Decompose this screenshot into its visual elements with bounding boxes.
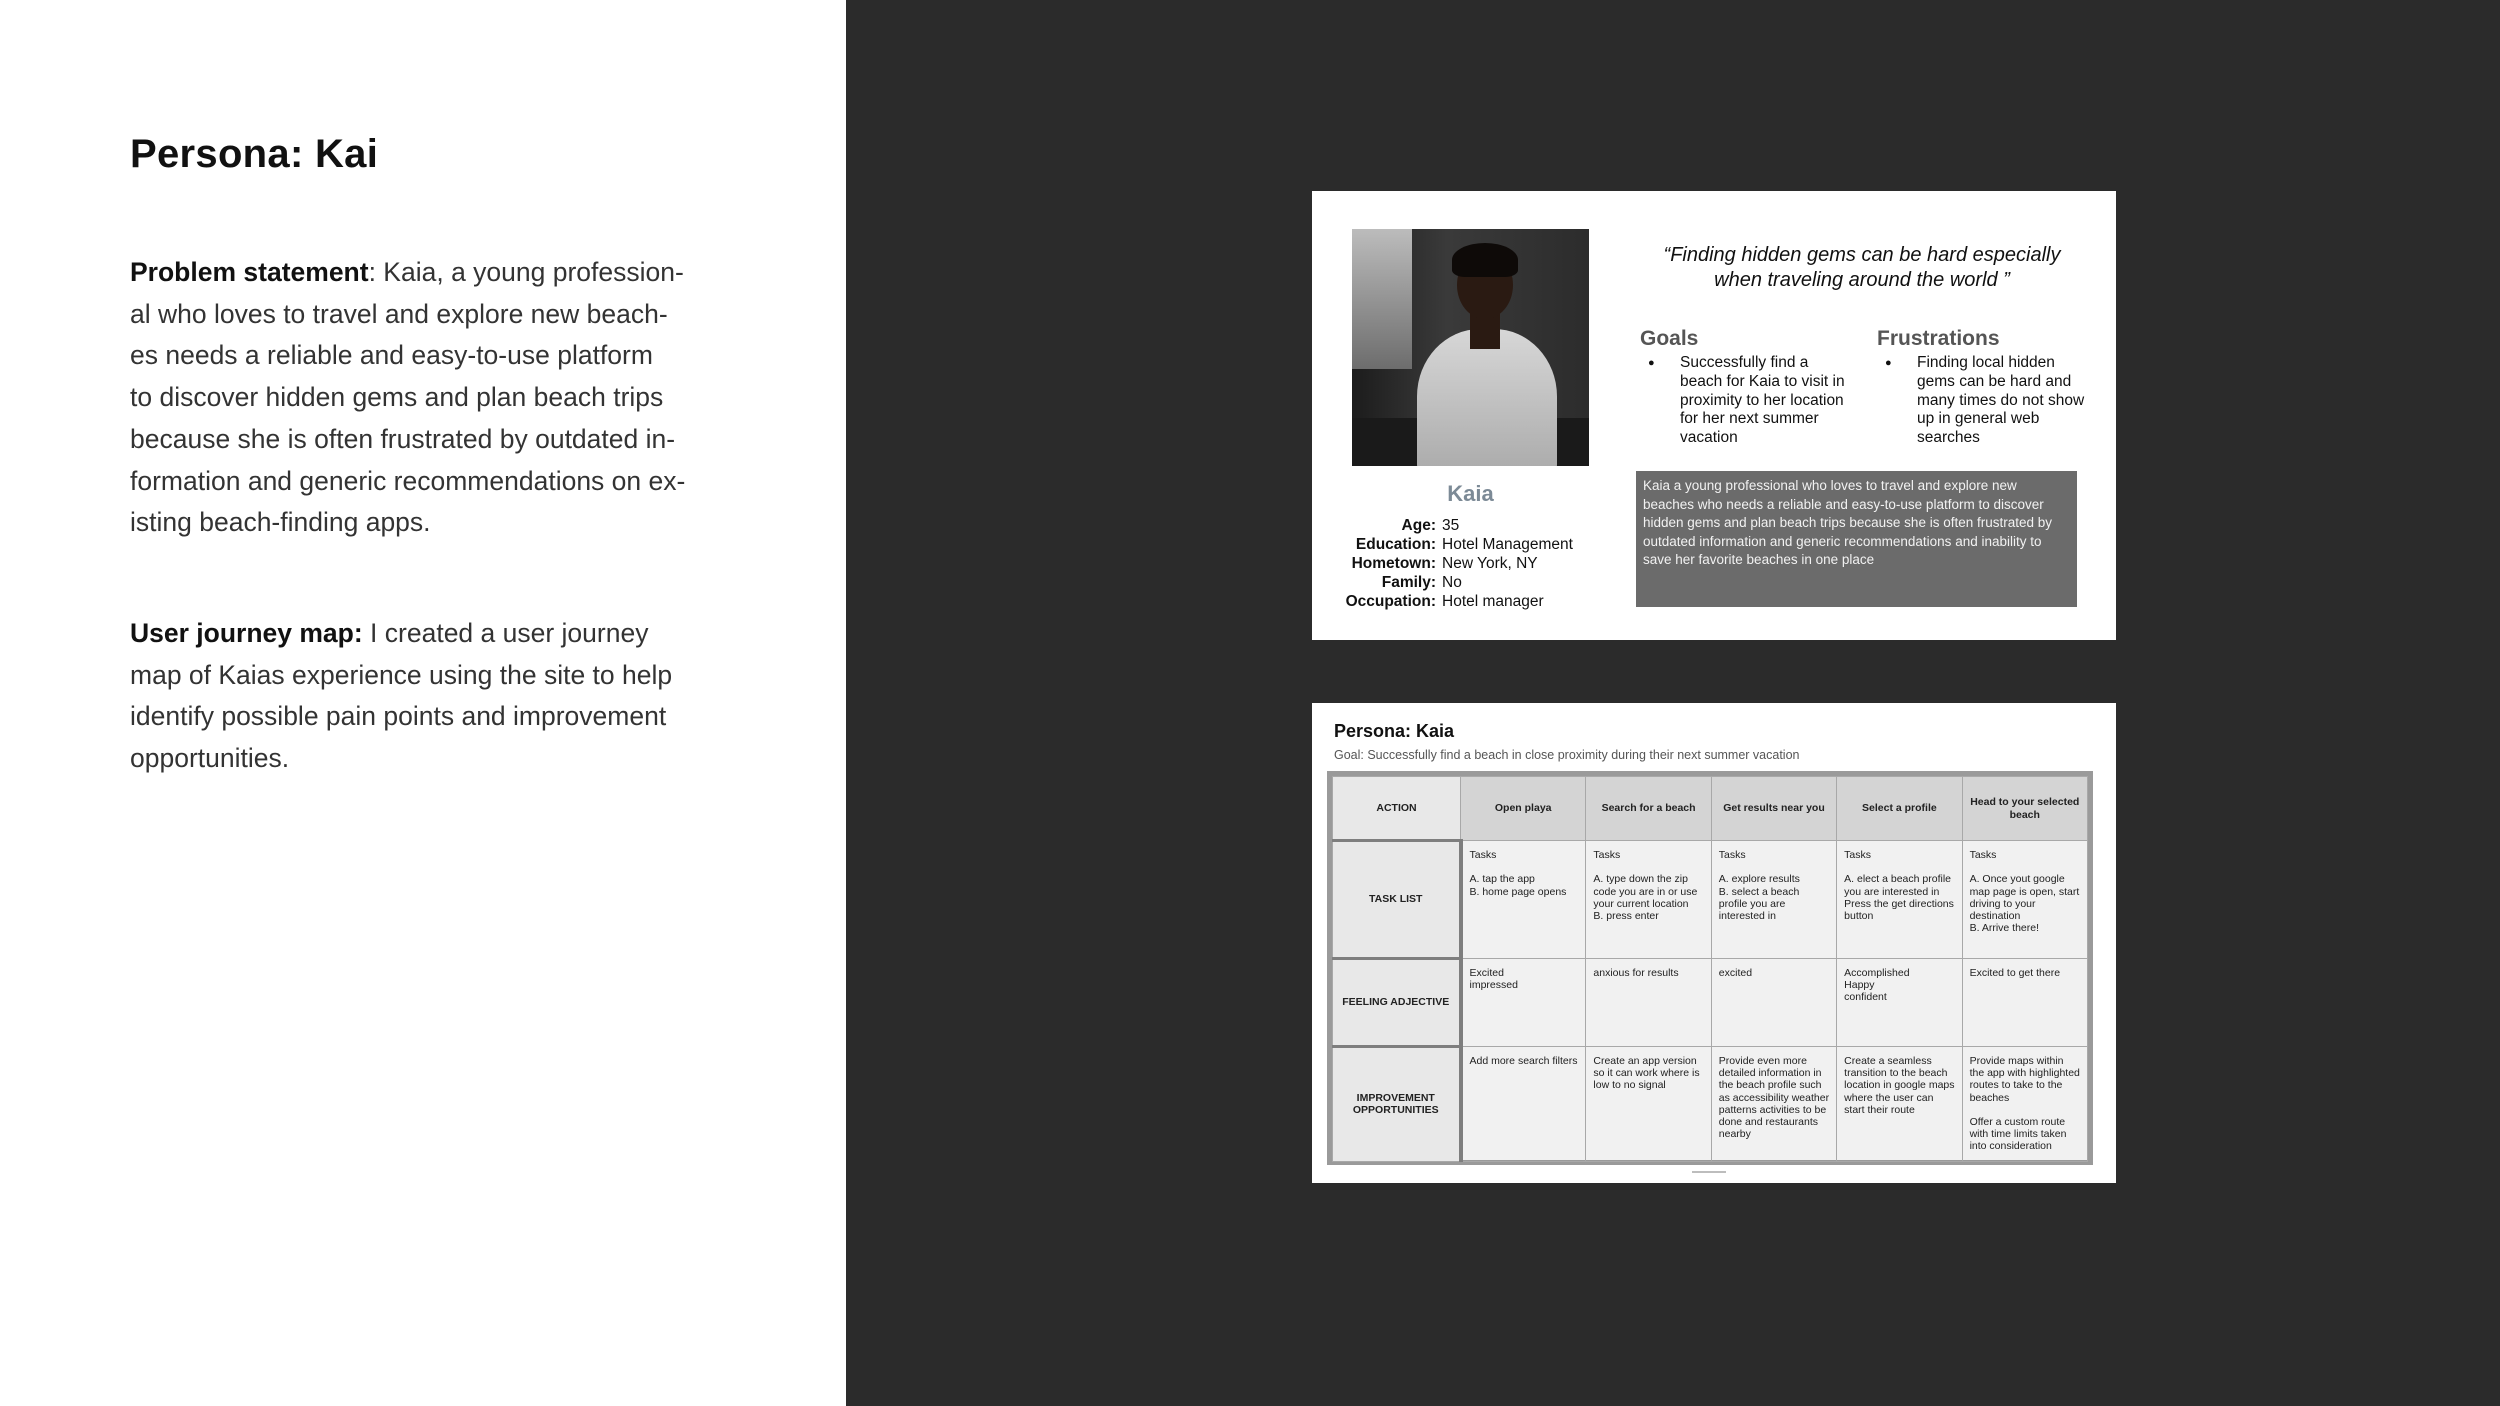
info-value: New York, NY	[1442, 555, 1538, 572]
journey-line-2: map of Kaias experience using the site to help	[130, 659, 673, 690]
table-cell: Excited impressed	[1461, 959, 1586, 1047]
problem-line-3: es needs a reliable and easy-to-use platform	[130, 340, 653, 371]
column-header: Search for a beach	[1586, 777, 1711, 841]
problem-statement	[130, 252, 700, 544]
column-header: Open playa	[1461, 777, 1586, 841]
journey-map-goal: Goal: Successfully find a beach in close proximity during their next summer vacation	[1334, 748, 1800, 762]
table-cell: Provide even more detailed information in the beach profile such as accessibility weather patterns activities to be done and restaurants nearby	[1711, 1047, 1836, 1162]
table-cell: Provide maps within the app with highlighted routes to take to the beaches Offer a custom route with time limits taken into consideration	[1962, 1047, 2087, 1162]
page-title: Persona: Kai	[130, 132, 379, 176]
table-header-row	[1333, 777, 2088, 841]
info-row	[1332, 592, 1592, 611]
table-row	[1333, 1047, 2088, 1162]
persona-photo	[1352, 229, 1589, 466]
info-label: Occupation:	[1345, 593, 1436, 610]
info-label: Family:	[1381, 574, 1436, 591]
goals-heading: Goals	[1640, 327, 1699, 350]
problem-line-2: al who loves to travel and explore new beach-	[130, 298, 668, 329]
journey-text: I created a user journey	[362, 618, 649, 648]
row-header: FEELING ADJECTIVE	[1333, 959, 1461, 1047]
table-cell: Create an app version so it can work where is low to no signal	[1586, 1047, 1711, 1162]
frustrations-list	[1877, 354, 2087, 448]
frustration-item: ● Finding local hidden gems can be hard and many times do not show up in general web searches	[1877, 354, 2087, 448]
goal-item: ● Successfully find a beach for Kaia to visit in proximity to her location for her next summer vacation	[1640, 354, 1850, 448]
problem-line-6: formation and generic recommendations on ex-	[130, 465, 686, 496]
journey-line-3: identify possible pain points and improvement	[130, 701, 667, 732]
persona-card	[1312, 191, 2116, 640]
table-cell: Tasks A. explore results B. select a beach profile you are interested in	[1711, 841, 1836, 959]
photo-window	[1352, 229, 1412, 369]
frustrations-heading: Frustrations	[1877, 327, 2000, 350]
problem-line-1	[130, 252, 700, 294]
goals-list	[1640, 354, 1850, 448]
table-row	[1333, 959, 2088, 1047]
info-value: No	[1442, 574, 1462, 591]
row-header: TASK LIST	[1333, 841, 1461, 959]
problem-lead: Problem statement	[130, 257, 369, 287]
column-header: Head to your selected beach	[1962, 777, 2087, 841]
problem-text: : Kaia, a young profession-	[368, 257, 684, 287]
info-value: Hotel manager	[1442, 593, 1544, 610]
table-cell: excited	[1711, 959, 1836, 1047]
problem-line-4: to discover hidden gems and plan beach trips	[130, 382, 664, 413]
info-row	[1332, 516, 1592, 535]
journey-statement	[130, 613, 700, 780]
photo-body	[1417, 329, 1557, 466]
journey-line-4: opportunities.	[130, 743, 290, 774]
info-label: Hometown:	[1351, 555, 1436, 572]
journey-map-title: Persona: Kaia	[1334, 721, 1455, 741]
problem-line-5: because she is often frustrated by outdated in-	[130, 423, 676, 454]
info-row	[1332, 554, 1592, 573]
journey-lead: User journey map:	[130, 618, 363, 648]
column-header: Select a profile	[1837, 777, 1962, 841]
row-header: IMPROVEMENT OPPORTUNITIES	[1333, 1047, 1461, 1162]
photo-hair	[1452, 243, 1518, 277]
table-cell: Tasks A. Once yout google map page is open, start driving to your destination B. Arrive there!	[1962, 841, 2087, 959]
persona-info	[1332, 516, 1592, 611]
info-row	[1332, 573, 1592, 592]
problem-line-7: isting beach-finding apps.	[130, 507, 431, 538]
info-label: Age:	[1401, 517, 1436, 534]
table-cell: Excited to get there	[1962, 959, 2087, 1047]
journey-line-1	[130, 613, 700, 655]
table-cell: Add more search filters	[1461, 1047, 1586, 1162]
info-value: Hotel Management	[1442, 536, 1573, 553]
info-row	[1332, 535, 1592, 554]
persona-name: Kaia	[1447, 481, 1494, 506]
table-cell: anxious for results	[1586, 959, 1711, 1047]
column-header: ACTION	[1333, 777, 1461, 841]
journey-map-card	[1312, 703, 2116, 1183]
column-header: Get results near you	[1711, 777, 1836, 841]
table-row	[1333, 841, 2088, 959]
table-cell: Tasks A. elect a beach profile you are interested in Press the get directions button	[1837, 841, 1962, 959]
left-panel	[0, 0, 846, 1406]
table-cell: Tasks A. tap the app B. home page opens	[1461, 841, 1586, 959]
persona-bio: Kaia a young professional who loves to travel and explore new beaches who needs a reliable and easy-to-use platform to discover hidden gems and plan beach trips because she is often frustrated by outdated information and generic recommendations and inability to save her favorite beaches in one place	[1636, 471, 2077, 607]
table-cell: Tasks A. type down the zip code you are in or use your current location B. press enter	[1586, 841, 1711, 959]
table-cell: Create a seamless transition to the beach location in google maps where the user can start their route	[1837, 1047, 1962, 1162]
scroll-handle[interactable]	[1692, 1171, 1726, 1173]
persona-quote: “Finding hidden gems can be hard especially when traveling around the world ”	[1663, 244, 2061, 291]
table-cell: Accomplished Happy confident	[1837, 959, 1962, 1047]
journey-map-table	[1327, 771, 2093, 1165]
info-value: 35	[1442, 517, 1460, 534]
info-label: Education:	[1355, 536, 1436, 553]
